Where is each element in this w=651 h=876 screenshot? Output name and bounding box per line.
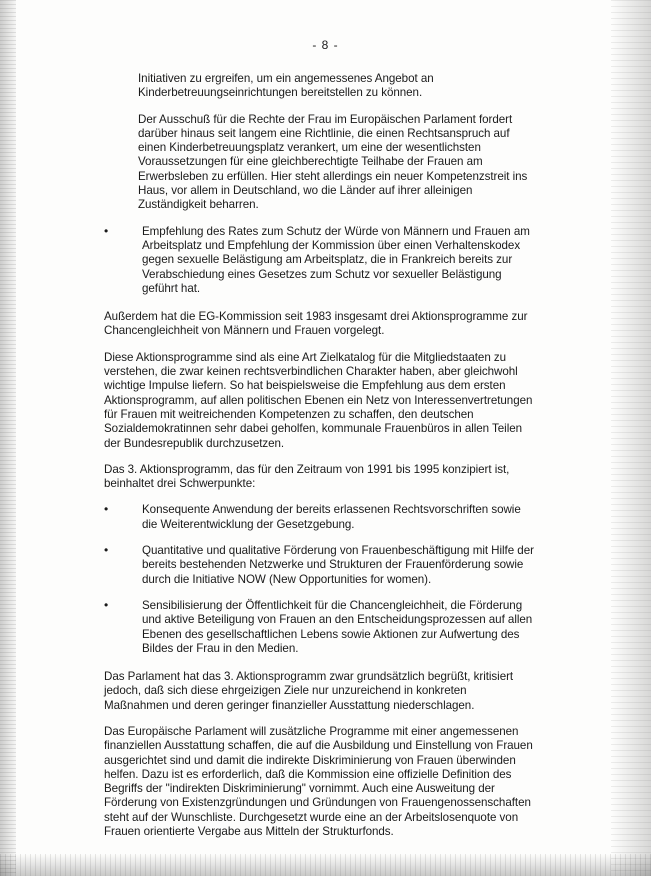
list-item-text: Empfehlung des Rates zum Schutz der Würde von Männern und Frauen am Arbeitsplatz und Empfehlung der Kommission über einen Verhaltenskodex gegen sexuelle Belästigung am Arbeitsplatz, die in Frankreich bereits zur Verabschiedung eines Gesetzes zum Schutz vor sexueller Belästigung geführt hat.	[142, 224, 530, 295]
scan-edge-bottom	[0, 854, 651, 876]
scan-edge-left	[0, 0, 16, 876]
list-item-text: Konsequente Anwendung der bereits erlassenen Rechtsvorschriften sowie die Weiterentwicklung der Gesetzgebung.	[142, 503, 521, 531]
list-item-text: Quantitative und qualitative Förderung von Frauenbeschäftigung mit Hilfe der bereits bestehenden Netzwerke und Strukturen der Frauenförderung sowie durch die Initiative NOW (New Opportunities for women).	[142, 544, 534, 586]
bullet-icon: •	[104, 502, 109, 517]
bullet-icon: •	[104, 543, 109, 558]
bullet-icon: •	[104, 223, 109, 238]
list-item-dignity-recommendation	[104, 225, 534, 296]
paragraph-eg-commission-programs: Außerdem hat die EG-Kommission seit 1983 insgesamt drei Aktionsprogramme zur Chancengleichheit von Männern und Frauen vorgelegt.	[104, 310, 528, 338]
list-item-text: Sensibilisierung der Öffentlichkeit für die Chancengleichheit, die Förderung und aktive Beteiligung von Frauen an den Entscheidungsprozessen auf allen Ebenen des gesellschaftlichen Lebens sowie Aktionen zur Aufwertung des Bildes der Frau in den Medien.	[142, 598, 533, 655]
scan-edge-right	[611, 0, 651, 876]
paragraph-third-action-program: Das 3. Aktionsprogramm, das für den Zeitraum von 1991 bis 1995 konzipiert ist, beinhaltet drei Schwerpunkte:	[104, 462, 510, 491]
page-number: - 8 -	[312, 38, 339, 52]
document-body	[104, 72, 534, 851]
paragraph-committee-rights-of-women: Der Ausschuß für die Rechte der Frau im Europäischen Parlament fordert darüber hinaus seit langem eine Richtlinie, die einen Rechtsanspruch auf einen Kinderbetreuungsplatz verankert, um eine der wesentlichsten Voraussetzungen für eine gleichberechtigte Teilhabe der Frauen am Erwerbsleben zu erfüllen. Hier steht allerdings ein neuer Kompetenzstreit ins Haus, vor allem in Deutschland, wo die Länder auf ihrer alleinigen Zuständigkeit beharren.	[138, 112, 528, 212]
paragraph-parliament-additional-programs: Das Europäische Parlament will zusätzliche Programme mit einer angemessenen finanziellen Ausstattung schaffen, die auf die Ausbildung und Einstellung von Frauen ausgerichtet sind und damit die indirekte Diskriminierung von Frauen überwinden helfen. Dazu ist es erforderlich, daß die Kommission eine offizielle Definition des Begriffs der "indirekten Diskriminierung" vornimmt. Auch eine Ausweitung der Förderung von Existenzgründungen und Gründungen von Frauengenossenschaften steht auf der Wunschliste. Durchgesetzt wurde eine an der Arbeitslosenquote von Frauen orientierte Vergabe aus Mitteln der Strukturfonds.	[104, 724, 533, 839]
list-item-public-awareness	[104, 599, 534, 656]
paragraph-childcare-continuation: Initiativen zu ergreifen, um ein angemessenes Angebot an Kinderbetreuungseinrichtungen bereitstellen zu können.	[138, 72, 434, 100]
bullet-icon: •	[104, 597, 109, 612]
paragraph-action-programs-explained: Diese Aktionsprogramme sind als eine Art Zielkatalog für die Mitgliedstaaten zu verstehen, die zwar keinen rechtsverbindlichen Charakter haben, aber gleichwohl wichtige Impulse liefern. So hat beispielsweise die Empfehlung aus dem ersten Aktionsprogramm, auf allen politischen Ebenen ein Netz von Interessenvertretungen für Frauen mit weitreichenden Kompetenzen zu schaffen, den deutschen Sozialdemokratinnen sehr dabei geholfen, kommunale Frauenbüros in allen Teilen der Bundesrepublik durchzusetzen.	[104, 350, 533, 450]
list-item-employment-promotion	[104, 544, 534, 587]
list-item-legislation	[104, 503, 534, 532]
paragraph-parliament-criticism: Das Parlament hat das 3. Aktionsprogramm zwar grundsätzlich begrüßt, kritisiert jedoch, daß sich diese ehrgeizigen Ziele nur unzureichend in konkreten Maßnahmen und deren geringer finanzieller Ausstattung niederschlagen.	[104, 670, 514, 712]
